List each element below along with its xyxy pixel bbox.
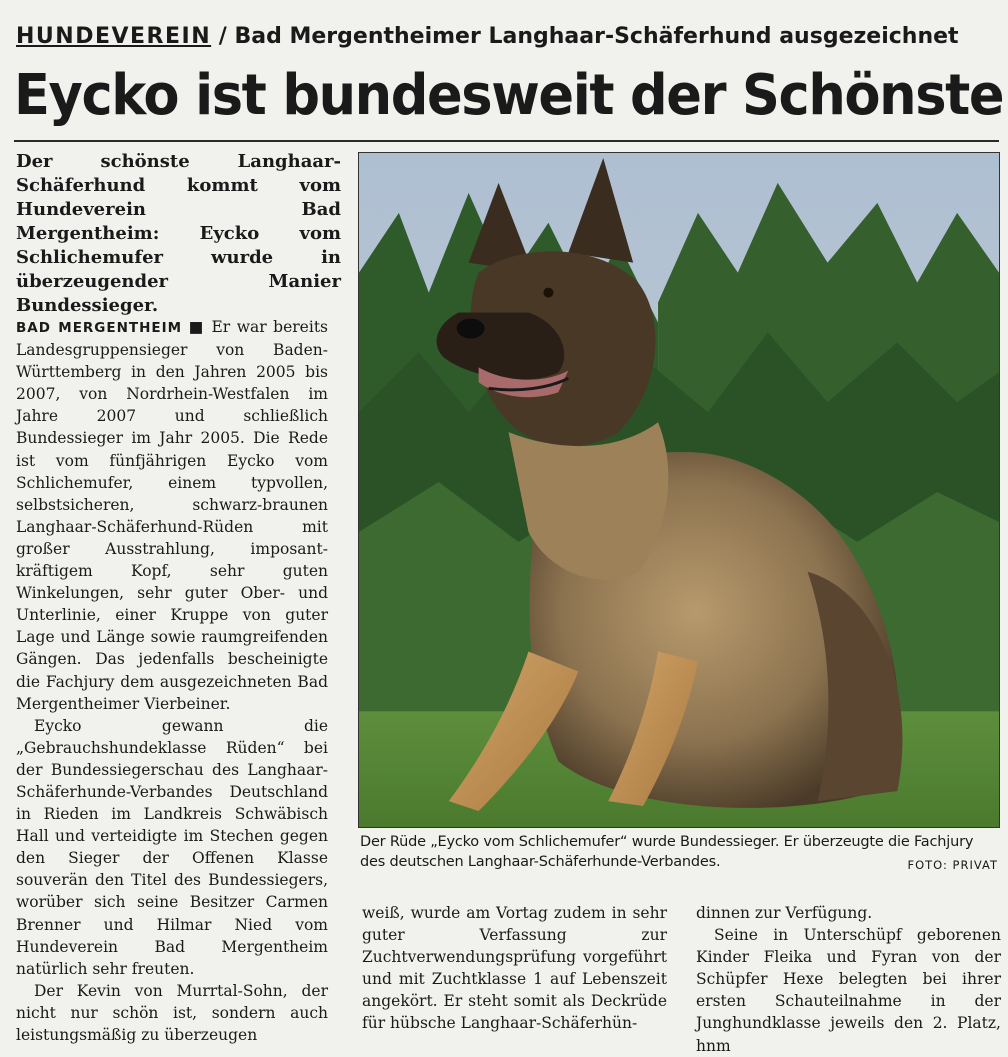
paragraph-1-text: Er war bereits Landesgruppensieger von Baden-Württemberg in den Jahren 2005 bis 2007, von Nordrhein-Westfalen im Jahre 2007 und schließlich Bundessieger im Jahr 2005. Die Rede ist vom fünfjährigen Eycko vom Schlichemufer, einem typvollen, selbstsicheren, schwarz-braunen Langhaar-Schäferhund-Rüden mit großer Ausstrahlung, imposant-kräftigem Kopf, sehr guten Winkelungen, sehr guter Ober- und Unterlinie, einer Kruppe von guter Lage und Länge sowie raumgreifenden Gängen. Das jedenfalls bescheinigte die Fachjury dem ausgezeichneten Bad Mergentheimer Vierbeiner.	[16, 318, 328, 713]
dog-photo-illustration	[359, 153, 999, 827]
article-paragraph-2: Eycko gewann die „Gebrauchshundeklasse Rüden“ bei der Bundessiegerschau des Langhaar-Schäferhunde-Verbandes Deutschland in Rieden im Landkreis Schwäbisch Hall und verteidigte im Stechen gegen den Sieger der Offenen Klasse souverän den Titel des Bundessiegers, worüber sich seine Besitzer Carmen Brenner und Hilmar Nied vom Hundeverein Bad Mergentheim natürlich sehr freuten.	[16, 716, 328, 978]
article-paragraph-1	[16, 316, 328, 715]
dog-photo	[358, 152, 1000, 828]
photo-caption: Der Rüde „Eycko vom Schlichemufer“ wurde Bundessieger. Er überzeugte die Fachjury des deutschen Langhaar-Schäferhunde-Verbandes.	[360, 834, 974, 870]
article-paragraph-3: Der Kevin von Murrtal-Sohn, der nicht nur schön ist, sondern auch leistungsmäßig zu überzeugen	[16, 981, 328, 1044]
article-column-middle	[362, 902, 667, 1033]
article-kicker	[16, 20, 996, 54]
dateline-marker: ■	[182, 318, 212, 336]
kicker-separator: /	[211, 24, 235, 49]
dateline: BAD MERGENTHEIM	[16, 320, 183, 336]
article-column-left	[16, 316, 328, 1044]
article-column-right	[696, 902, 1001, 1055]
right-column-text-2: Seine in Unterschüpf geborenen Kinder Fleika und Fyran von der Schüpfer Hexe belegten bei ihrer ersten Schauteilnahme in der Junghundklasse jeweils den 2. Platz, hnm	[696, 926, 1001, 1055]
headline-divider	[14, 140, 999, 142]
kicker-text: Bad Mergentheimer Langhaar-Schäferhund ausgezeichnet	[234, 24, 959, 49]
photo-credit: FOTO: PRIVAT	[907, 858, 998, 872]
middle-column-text: weiß, wurde am Vortag zudem in sehr guter Verfassung zur Zuchtverwendungsprüfung vorgeführt und mit Zuchtklasse 1 auf Lebenszeit angekört. Er steht somit als Deckrüde für hübsche Langhaar-Schäferhün-	[362, 904, 667, 1033]
headline: Eycko ist bundesweit der Schönste	[14, 63, 1004, 128]
kicker-section-tag: HUNDEVEREIN	[16, 24, 212, 49]
lead-paragraph: Der schönste Langhaar-Schäferhund kommt vom Hundeverein Bad Mergentheim: Eycko vom Schlichemufer wurde in überzeugender Manier Bundessieger.	[16, 151, 341, 316]
right-column-text-1: dinnen zur Verfügung.	[696, 904, 873, 922]
